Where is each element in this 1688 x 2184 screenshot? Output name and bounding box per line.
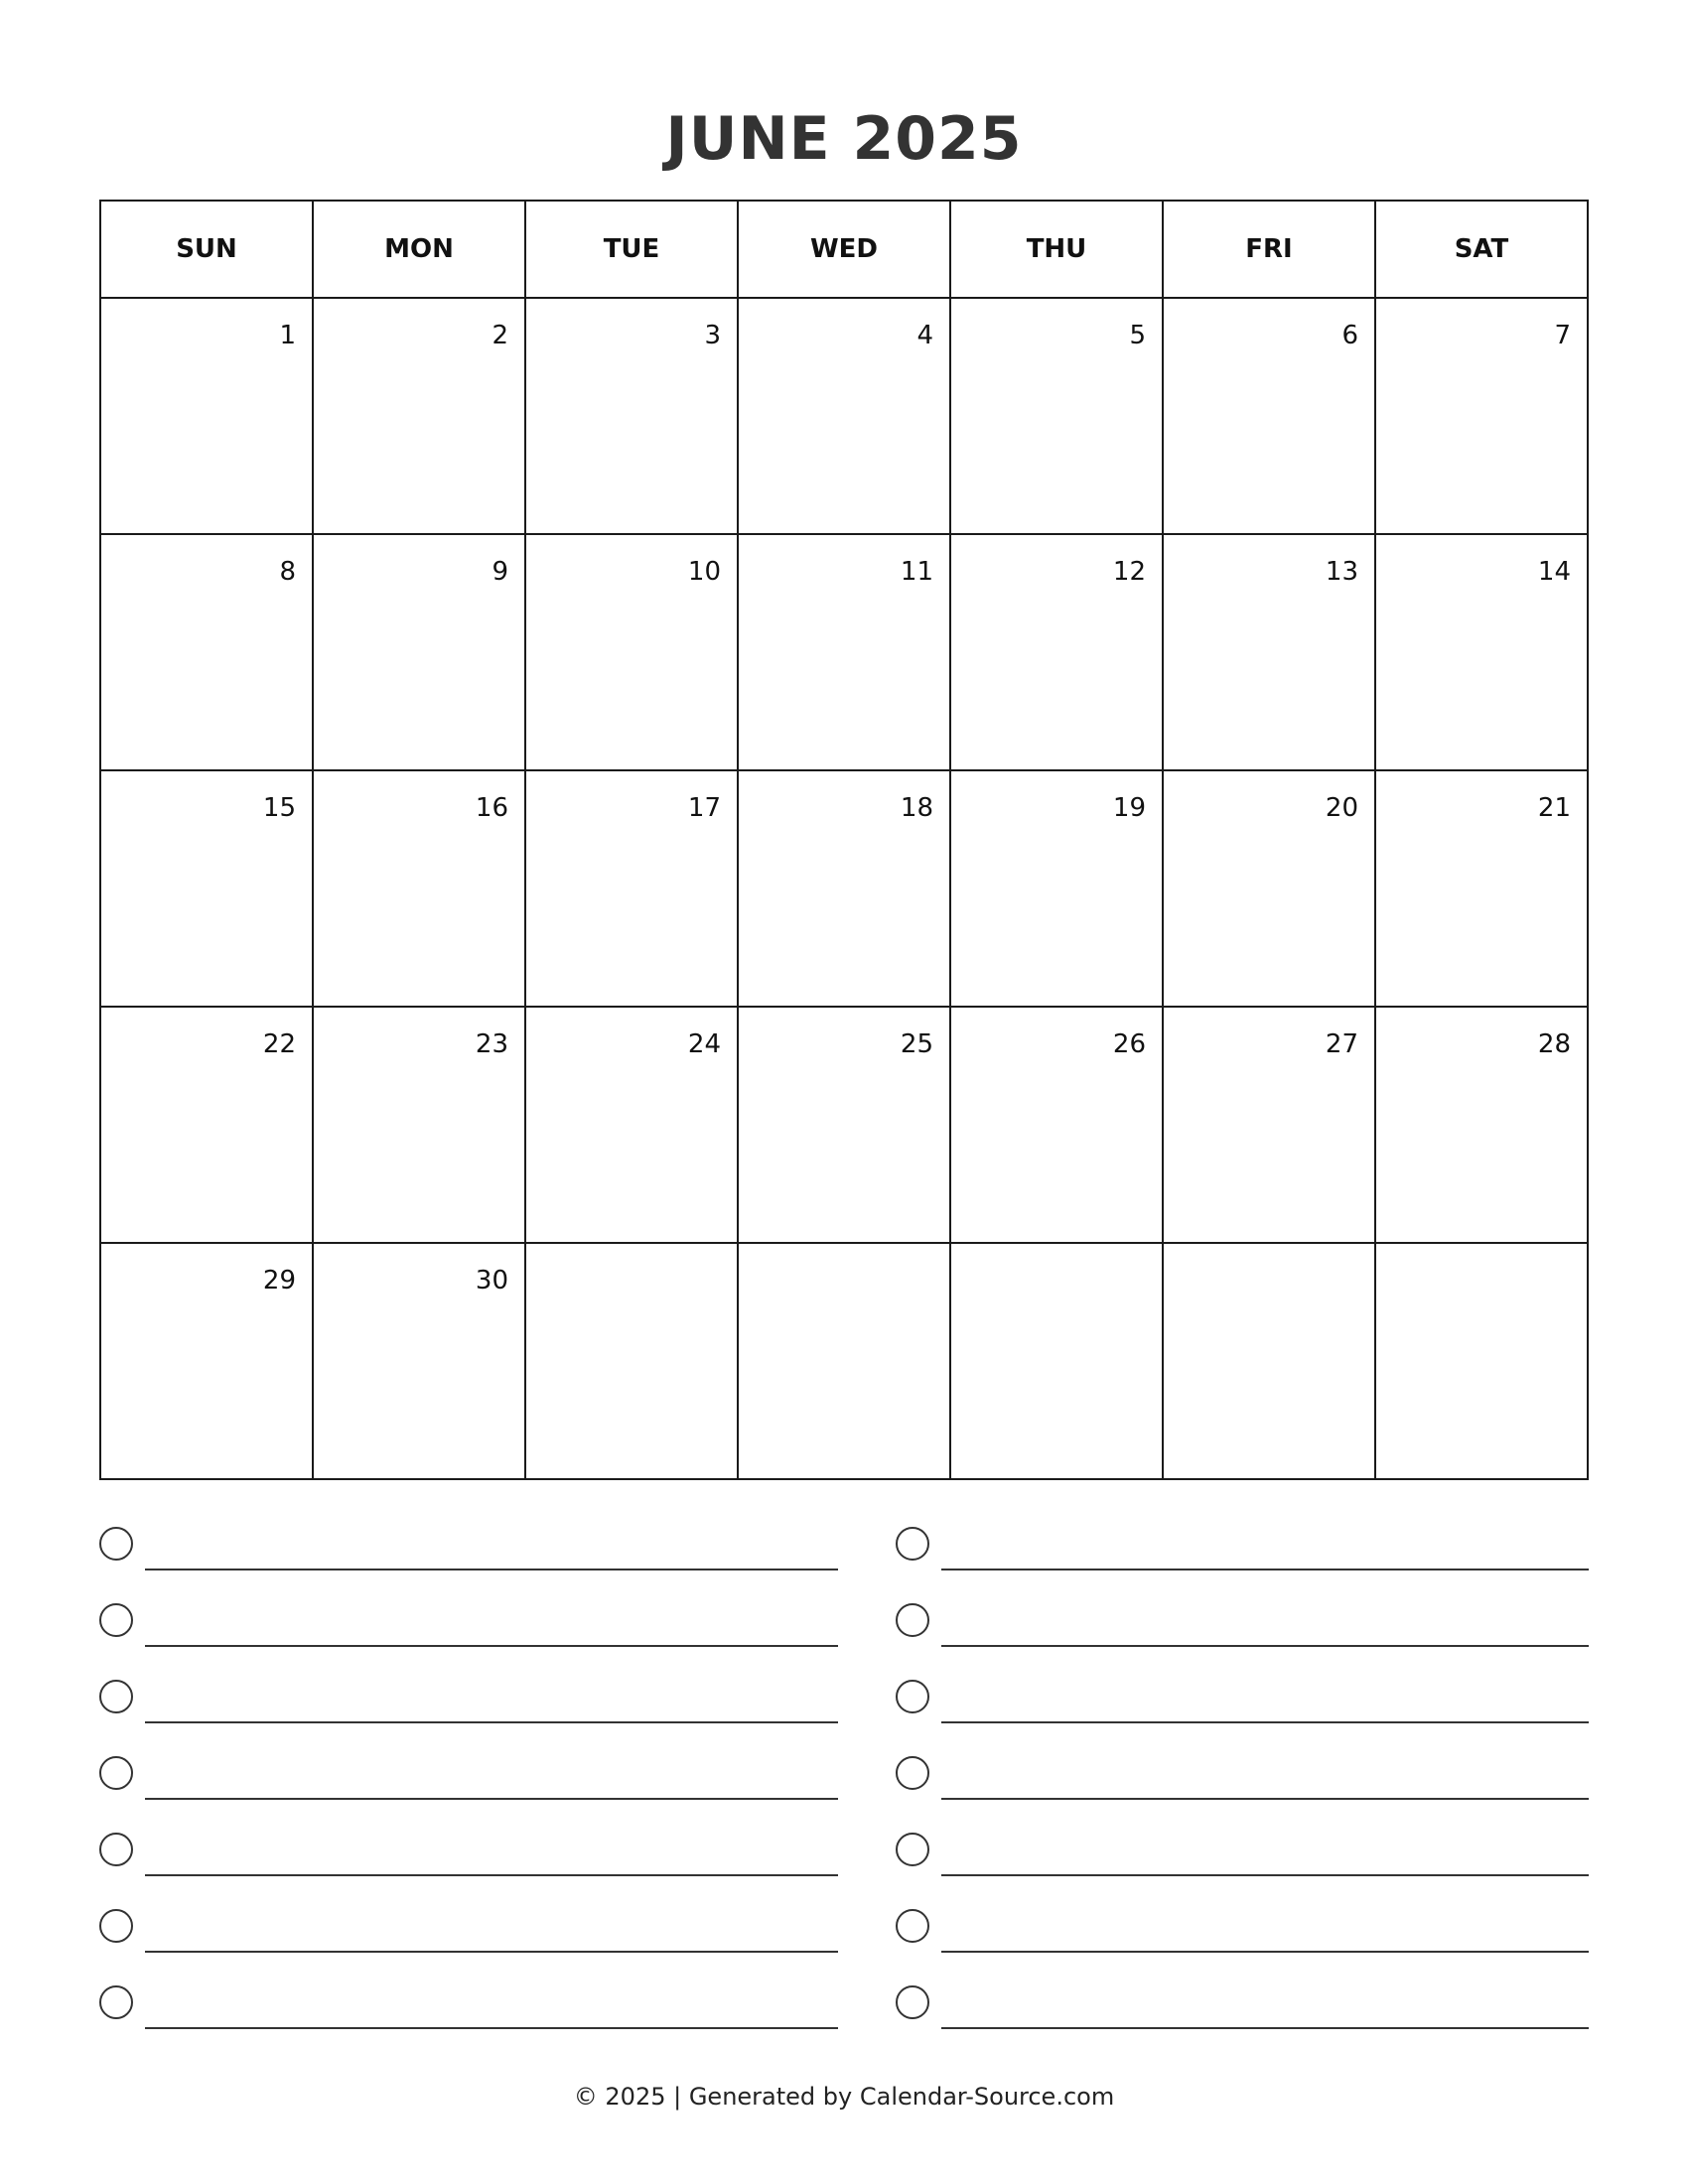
weekday-header-fri: FRI: [1163, 201, 1375, 298]
weekday-header-sat: SAT: [1375, 201, 1588, 298]
day-cell[interactable]: [100, 1007, 313, 1243]
day-cell[interactable]: [1375, 534, 1588, 770]
day-cell[interactable]: [1163, 1243, 1375, 1479]
week-row: [100, 534, 1588, 770]
note-item: [99, 1985, 838, 2025]
week-row: [100, 1007, 1588, 1243]
day-cell[interactable]: [100, 298, 313, 534]
day-number: 30: [475, 1266, 508, 1296]
note-line[interactable]: [941, 1798, 1589, 1800]
weekday-header-wed: WED: [738, 201, 950, 298]
note-line[interactable]: [145, 2027, 838, 2029]
day-number: 27: [1325, 1029, 1358, 1059]
day-cell[interactable]: [100, 534, 313, 770]
weekday-header-sun: SUN: [100, 201, 313, 298]
day-number: 8: [279, 557, 296, 587]
day-number: 16: [475, 793, 508, 823]
day-cell[interactable]: [525, 1243, 738, 1479]
day-number: 12: [1112, 557, 1146, 587]
day-cell[interactable]: [950, 770, 1163, 1007]
day-number: [1376, 1244, 1587, 1266]
note-item: [896, 1909, 1589, 1949]
note-item: [99, 1680, 838, 1719]
day-cell[interactable]: [1163, 770, 1375, 1007]
day-number: 21: [1537, 793, 1571, 823]
day-cell[interactable]: [525, 1007, 738, 1243]
weekday-header-thu: THU: [950, 201, 1163, 298]
footer-credit: © 2025 | Generated by Calendar-Source.com: [573, 2083, 1115, 2111]
day-number: 7: [1554, 321, 1571, 350]
note-line[interactable]: [941, 1721, 1589, 1723]
month-calendar-grid: [99, 200, 1589, 1480]
day-cell[interactable]: [738, 1007, 950, 1243]
day-cell[interactable]: [1163, 1007, 1375, 1243]
day-cell[interactable]: [950, 1243, 1163, 1479]
day-number: 19: [1112, 793, 1146, 823]
day-number: 17: [687, 793, 721, 823]
weekday-header-mon: MON: [313, 201, 525, 298]
note-item: [99, 1833, 838, 1872]
weekday-header-row: [100, 201, 1588, 298]
day-number: 5: [1129, 321, 1146, 350]
checkbox-circle-icon[interactable]: [896, 1909, 929, 1943]
day-number: 23: [475, 1029, 508, 1059]
day-cell[interactable]: [1375, 1007, 1588, 1243]
weekday-header-tue: TUE: [525, 201, 738, 298]
day-cell[interactable]: [1375, 770, 1588, 1007]
day-number: 13: [1325, 557, 1358, 587]
day-number: 24: [687, 1029, 721, 1059]
checkbox-circle-icon[interactable]: [99, 1909, 133, 1943]
day-number: 29: [262, 1266, 296, 1296]
note-item: [896, 1833, 1589, 1872]
note-item: [896, 1527, 1589, 1567]
checkbox-circle-icon[interactable]: [99, 1603, 133, 1637]
day-cell[interactable]: [313, 298, 525, 534]
note-line[interactable]: [941, 1951, 1589, 1953]
day-number: 15: [262, 793, 296, 823]
day-cell[interactable]: [1163, 298, 1375, 534]
day-cell[interactable]: [950, 534, 1163, 770]
note-item: [896, 1680, 1589, 1719]
note-item: [896, 1756, 1589, 1796]
day-cell[interactable]: [1375, 298, 1588, 534]
day-number: 14: [1537, 557, 1571, 587]
day-number: 25: [900, 1029, 933, 1059]
note-item: [99, 1909, 838, 1949]
note-item: [896, 1603, 1589, 1643]
day-cell[interactable]: [313, 534, 525, 770]
day-number: [951, 1244, 1162, 1266]
day-number: 10: [687, 557, 721, 587]
note-item: [99, 1756, 838, 1796]
checkbox-circle-icon[interactable]: [896, 1603, 929, 1637]
week-row: [100, 770, 1588, 1007]
day-cell[interactable]: [738, 1243, 950, 1479]
note-line[interactable]: [145, 1721, 838, 1723]
calendar-title: JUNE 2025: [665, 104, 1023, 174]
day-cell[interactable]: [313, 1007, 525, 1243]
week-row: [100, 1243, 1588, 1479]
checkbox-circle-icon[interactable]: [896, 1756, 929, 1790]
day-cell[interactable]: [950, 298, 1163, 534]
checkbox-circle-icon[interactable]: [896, 1985, 929, 2019]
note-item: [99, 1527, 838, 1567]
checkbox-circle-icon[interactable]: [99, 1680, 133, 1713]
checkbox-circle-icon[interactable]: [99, 1985, 133, 2019]
day-cell[interactable]: [950, 1007, 1163, 1243]
day-cell[interactable]: [525, 298, 738, 534]
day-cell[interactable]: [525, 534, 738, 770]
checkbox-circle-icon[interactable]: [99, 1527, 133, 1561]
day-number: 2: [492, 321, 508, 350]
day-number: 28: [1537, 1029, 1571, 1059]
note-line[interactable]: [145, 1569, 838, 1570]
note-line[interactable]: [941, 1645, 1589, 1647]
day-number: [1164, 1244, 1374, 1266]
note-line[interactable]: [941, 2027, 1589, 2029]
week-row: [100, 298, 1588, 534]
day-cell[interactable]: [313, 770, 525, 1007]
note-item: [99, 1603, 838, 1643]
day-cell[interactable]: [313, 1243, 525, 1479]
checkbox-circle-icon[interactable]: [99, 1756, 133, 1790]
day-number: [739, 1244, 949, 1266]
checkbox-circle-icon[interactable]: [896, 1680, 929, 1713]
day-number: 20: [1325, 793, 1358, 823]
day-number: 1: [279, 321, 296, 350]
day-cell[interactable]: [1375, 1243, 1588, 1479]
day-number: 3: [704, 321, 721, 350]
day-number: 11: [900, 557, 933, 587]
checkbox-circle-icon[interactable]: [896, 1527, 929, 1561]
note-line[interactable]: [145, 1645, 838, 1647]
day-number: [526, 1244, 737, 1266]
day-cell[interactable]: [738, 298, 950, 534]
note-line[interactable]: [145, 1951, 838, 1953]
day-number: 6: [1341, 321, 1358, 350]
day-cell[interactable]: [738, 534, 950, 770]
day-cell[interactable]: [525, 770, 738, 1007]
day-number: 22: [262, 1029, 296, 1059]
day-cell[interactable]: [1163, 534, 1375, 770]
note-line[interactable]: [941, 1874, 1589, 1876]
day-cell[interactable]: [100, 1243, 313, 1479]
day-cell[interactable]: [100, 770, 313, 1007]
note-line[interactable]: [145, 1874, 838, 1876]
note-line[interactable]: [145, 1798, 838, 1800]
day-number: 4: [916, 321, 933, 350]
checkbox-circle-icon[interactable]: [99, 1833, 133, 1866]
note-item: [896, 1985, 1589, 2025]
checkbox-circle-icon[interactable]: [896, 1833, 929, 1866]
day-number: 18: [900, 793, 933, 823]
day-number: 26: [1112, 1029, 1146, 1059]
day-number: 9: [492, 557, 508, 587]
day-cell[interactable]: [738, 770, 950, 1007]
note-line[interactable]: [941, 1569, 1589, 1570]
